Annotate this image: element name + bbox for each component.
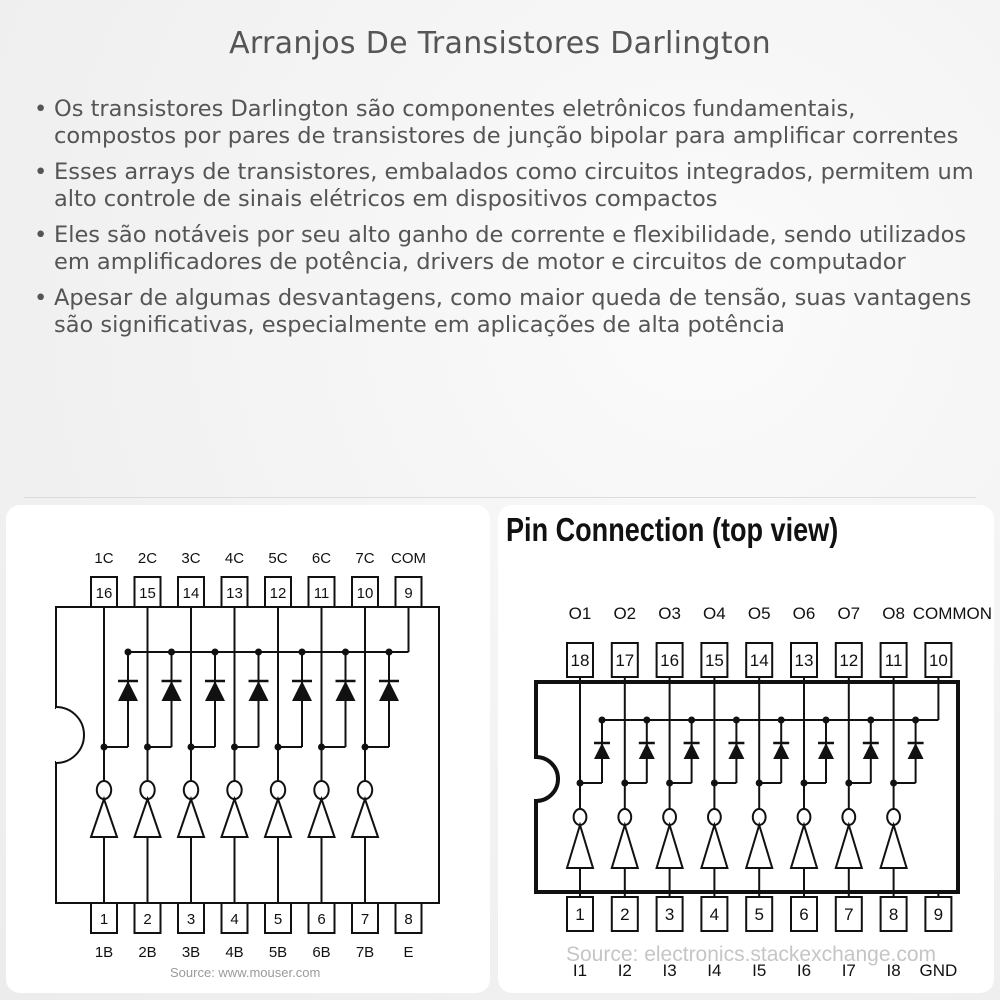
junction-dot	[299, 649, 306, 656]
driver-triangle	[791, 825, 817, 868]
bottom-pin-number: 1	[99, 911, 109, 928]
diode-symbol	[249, 681, 269, 701]
bottom-pin-label: 5B	[268, 944, 288, 961]
ic-notch	[56, 707, 84, 763]
top-pin-number: 12	[839, 651, 859, 670]
top-pin-label: 6C	[311, 550, 332, 567]
bottom-pin-label: 1B	[94, 944, 114, 961]
driver-triangle	[352, 799, 378, 837]
top-pin-number: 13	[794, 651, 814, 670]
bottom-pin-number: 6	[317, 911, 326, 928]
diode-symbol	[639, 743, 655, 759]
source-watermark: Source: electronics.stackexchange.com	[566, 943, 937, 966]
bottom-pin-label: 4B	[225, 944, 244, 961]
bullet-item: • Eles são notáveis por seu alto ganho de corrente e flexibilidade, sendo utilizados em amplificadores de potência, drivers de motor e circuitos de computador	[32, 222, 982, 276]
ic-pinout-diagram-8ch	[498, 505, 994, 993]
diode-symbol	[292, 681, 312, 701]
junction-dot	[778, 717, 785, 724]
driver-triangle	[178, 799, 204, 837]
top-pin-number: 14	[182, 585, 200, 602]
junction-dot	[386, 649, 393, 656]
top-pin-label: O1	[568, 604, 592, 623]
bottom-pin-number: 5	[273, 911, 283, 928]
top-pin-label: 3C	[181, 550, 201, 567]
top-pin-number: 17	[615, 651, 635, 670]
bottom-pin-number: 5	[754, 905, 764, 924]
bottom-pin-label: I2	[617, 961, 632, 980]
top-pin-number: 13	[226, 585, 243, 602]
driver-triangle	[836, 825, 862, 868]
top-pin-number: 18	[570, 651, 590, 670]
bullet-list	[32, 96, 982, 348]
top-pin-number: 10	[928, 651, 948, 670]
top-pin-label: 4C	[224, 550, 245, 567]
diode-symbol	[684, 743, 700, 759]
diode-symbol	[336, 681, 356, 701]
bottom-pin-number: 4	[709, 905, 720, 924]
diode-symbol	[863, 743, 879, 759]
diode-symbol	[118, 681, 138, 701]
driver-triangle	[612, 825, 638, 868]
top-pin-number: 11	[884, 651, 903, 670]
ic-pinout-diagram-7ch	[6, 505, 490, 993]
diode-symbol	[818, 743, 834, 759]
top-pin-number: 14	[749, 651, 769, 670]
bottom-pin-number: 4	[230, 911, 239, 928]
top-pin-number: 9	[404, 585, 413, 602]
junction-dot	[823, 717, 830, 724]
bottom-pin-number: 7	[360, 911, 370, 928]
notch-mask	[53, 709, 57, 761]
bottom-pin-number: 2	[143, 911, 152, 928]
bottom-pin-label: GND	[919, 961, 958, 980]
junction-dot	[168, 649, 175, 656]
bottom-pin-number: 6	[799, 905, 809, 924]
bottom-pin-label: 3B	[181, 944, 201, 961]
junction-dot	[867, 717, 874, 724]
diode-symbol	[594, 743, 610, 759]
top-pin-number: 15	[704, 651, 724, 670]
diode-symbol	[728, 743, 744, 759]
top-pin-label: COMMON	[912, 604, 993, 623]
top-pin-number: 15	[139, 585, 156, 602]
notch-mask	[533, 759, 537, 799]
top-pin-label: O8	[882, 604, 905, 623]
bottom-pin-label: I4	[707, 961, 722, 980]
bottom-pin-number: 3	[186, 911, 196, 928]
bottom-pin-label: I7	[841, 961, 856, 980]
bullet-item: • Apesar de algumas desvantagens, como maior queda de tensão, suas vantagens são significativas, especialmente em aplicações de alta potência	[32, 285, 982, 339]
top-pin-label: O4	[703, 604, 726, 623]
driver-triangle	[567, 825, 593, 868]
junction-dot	[255, 649, 262, 656]
junction-dot	[688, 717, 695, 724]
junction-dot	[125, 649, 132, 656]
top-pin-label: 2C	[137, 550, 158, 567]
ic-notch	[536, 757, 558, 801]
source-caption: Source: www.mouser.com	[170, 965, 321, 980]
bottom-pin-label: I6	[796, 961, 812, 980]
top-pin-label: 7C	[355, 550, 375, 567]
top-pin-label: 5C	[268, 550, 288, 567]
junction-dot	[599, 717, 606, 724]
bottom-pin-number: 1	[575, 905, 585, 924]
bottom-pin-label: I8	[886, 961, 901, 980]
top-pin-number: 16	[660, 651, 680, 670]
top-pin-label: O3	[658, 604, 681, 623]
top-pin-number: 12	[269, 585, 287, 602]
top-pin-label: O2	[613, 604, 637, 623]
bottom-pin-label: 6B	[312, 944, 331, 961]
driver-triangle	[309, 799, 335, 837]
junction-dot	[733, 717, 740, 724]
diagram-heading: Pin Connection (top view)	[506, 511, 839, 548]
junction-dot	[342, 649, 349, 656]
junction-dot	[912, 717, 919, 724]
driver-triangle	[657, 825, 683, 868]
top-pin-label: O5	[747, 604, 771, 623]
bottom-pin-label: 2B	[138, 944, 157, 961]
top-pin-label: O7	[837, 604, 861, 623]
bottom-pin-number: 7	[844, 905, 854, 924]
top-pin-number: 11	[313, 585, 330, 602]
diode-symbol	[908, 743, 924, 759]
bottom-pin-number: 2	[620, 905, 630, 924]
top-pin-label: O6	[792, 604, 816, 623]
diode-symbol	[205, 681, 225, 701]
divider	[24, 497, 976, 498]
bullet-item: • Os transistores Darlington são componentes eletrônicos fundamentais, compostos por pares de transistores de junção bipolar para amplificar correntes	[32, 96, 982, 150]
bottom-pin-number: 3	[664, 905, 675, 924]
driver-triangle	[91, 799, 117, 837]
diode-symbol	[162, 681, 182, 701]
top-pin-number: 10	[356, 585, 374, 602]
right-diagram-panel	[498, 505, 994, 993]
bottom-pin-label: E	[403, 944, 414, 961]
driver-triangle	[746, 825, 772, 868]
top-pin-number: 16	[95, 585, 113, 602]
page-title: Arranjos De Transistores Darlington	[229, 26, 771, 61]
junction-dot	[212, 649, 219, 656]
bottom-pin-label: I1	[572, 961, 588, 980]
driver-triangle	[135, 799, 161, 837]
bottom-pin-label: 7B	[355, 944, 375, 961]
bottom-pin-label: I3	[662, 961, 677, 980]
diode-symbol	[773, 743, 789, 759]
bottom-pin-number: 8	[888, 905, 899, 924]
driver-triangle	[701, 825, 727, 868]
left-diagram-panel	[6, 505, 490, 993]
bullet-item: • Esses arrays de transistores, embalados como circuitos integrados, permitem um alto controle de sinais elétricos em dispositivos compactos	[32, 159, 982, 213]
bottom-pin-number: 9	[933, 905, 944, 924]
driver-triangle	[881, 825, 907, 868]
driver-triangle	[265, 799, 291, 837]
diode-symbol	[379, 681, 399, 701]
top-pin-label: COM	[391, 550, 426, 567]
bottom-pin-label: I5	[752, 961, 767, 980]
driver-triangle	[222, 799, 248, 837]
junction-dot	[643, 717, 650, 724]
bottom-pin-number: 8	[404, 911, 413, 928]
top-pin-label: 1C	[94, 550, 114, 567]
